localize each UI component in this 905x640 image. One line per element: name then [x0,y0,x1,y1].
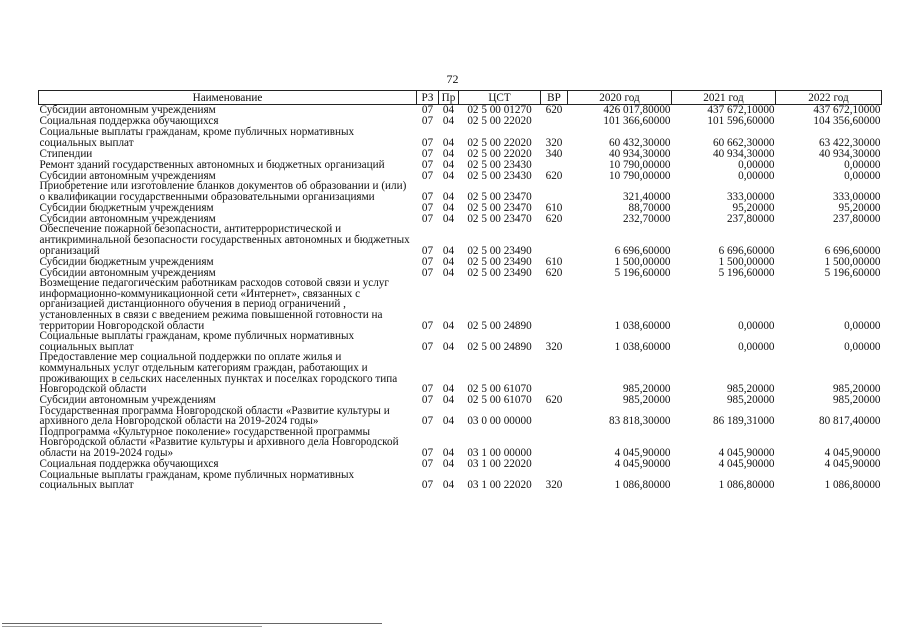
row-pr: 04 [442,244,455,257]
row-amount-2021: 985,20000 [726,394,775,407]
row-rz: 07 [421,147,434,160]
row-amount-2021: 1 086,80000 [718,479,775,492]
table-row [39,352,882,394]
row-amount-2021: 40 934,30000 [712,147,775,160]
row-rz: 07 [421,190,434,203]
row-amount-2020: 5 196,60000 [614,266,671,279]
row-amount-2020: 88,70000 [628,201,671,214]
row-cst: 02 5 00 61070 [467,383,532,396]
row-amount-2021: 5 196,60000 [718,266,775,279]
row-amount-2020: 1 038,60000 [614,319,671,332]
row-amount-2021: 4 045,90000 [718,447,775,460]
row-amount-2022: 1 500,00000 [824,255,881,268]
row-amount-2022: 0,00000 [844,319,881,332]
row-cst: 03 1 00 22020 [467,458,532,471]
row-cst: 02 5 00 24890 [467,319,532,332]
row-cst: 02 5 00 22020 [467,115,532,128]
row-vr [541,352,568,394]
table-row [39,331,882,352]
row-vr: 610 [545,255,563,268]
row-vr [541,159,568,170]
row-amount-2020: 10 790,00000 [608,169,671,182]
row-rz: 07 [421,169,434,182]
row-cst: 02 5 00 23470 [467,201,532,214]
header-2022: 2022 год [776,91,882,105]
row-vr [541,224,568,256]
page-number: 72 [446,72,459,86]
row-amount-2020: 1 086,80000 [614,479,671,492]
row-vr: 320 [545,340,563,353]
table-row [39,202,882,213]
row-pr: 04 [442,136,455,149]
row-amount-2022: 40 934,30000 [818,147,881,160]
table-row [39,427,882,459]
row-vr: 620 [545,212,563,225]
row-amount-2020: 60 432,30000 [608,136,671,149]
row-name: Подпрограмма «Культурное поколение» государственной программы Новгородской области «Развитие культуры и архивного дела Новгородской области на 2019-2024 годы» [39,425,399,460]
table-row [39,278,882,331]
row-amount-2021: 0,00000 [738,158,775,171]
row-rz: 07 [421,244,434,257]
row-name: Субсидии бюджетным учреждениям [39,201,214,214]
row-amount-2020: 985,20000 [622,383,671,396]
row-amount-2020: 101 366,60000 [603,115,671,128]
header-rz: РЗ [417,91,439,105]
row-pr: 04 [442,319,455,332]
row-amount-2022: 0,00000 [844,158,881,171]
row-cst: 02 5 00 23470 [467,190,532,203]
row-name: Социальная поддержка обучающихся [39,115,219,128]
row-pr: 04 [442,479,455,492]
table-row [39,256,882,267]
row-cst: 02 5 00 22020 [467,136,532,149]
row-rz: 07 [421,255,434,268]
row-amount-2020: 40 934,30000 [608,147,671,160]
table-row [39,148,882,159]
row-amount-2021: 6 696,60000 [718,244,775,257]
row-rz: 07 [421,394,434,407]
row-rz: 07 [421,266,434,279]
row-name: Ремонт зданий государственных автономных и бюджетных организаций [39,158,385,171]
row-amount-2020: 4 045,90000 [614,447,671,460]
row-pr: 04 [442,255,455,268]
row-amount-2022: 237,80000 [832,212,881,225]
row-pr: 04 [442,158,455,171]
row-pr: 04 [442,394,455,407]
row-amount-2021: 1 500,00000 [718,255,775,268]
row-name: Социальные выплаты гражданам, кроме публичных нормативных социальных выплат [39,330,355,353]
row-cst: 03 1 00 00000 [467,447,532,460]
row-vr: 610 [545,201,563,214]
row-amount-2022: 985,20000 [832,383,881,396]
table-row [39,105,882,117]
row-vr: 340 [545,147,563,160]
row-cst: 02 5 00 24890 [467,340,532,353]
header-2020: 2020 год [568,91,672,105]
row-name: Субсидии автономным учреждениям [39,266,216,279]
row-amount-2021: 0,00000 [738,169,775,182]
row-vr [541,278,568,331]
row-amount-2021: 437 672,10000 [707,104,775,117]
row-name: Государственная программа Новгородской области «Развитие культуры и архивного дела Новгородской области на 2019-2024 годы» [39,404,390,428]
row-pr: 04 [442,201,455,214]
row-vr: 320 [545,136,563,149]
row-rz: 07 [421,340,434,353]
row-cst: 03 0 00 00000 [467,415,532,428]
row-cst: 03 1 00 22020 [467,479,532,492]
row-rz: 07 [421,115,434,128]
row-cst: 02 5 00 23490 [467,266,532,279]
row-amount-2022: 985,20000 [832,394,881,407]
table-row [39,470,882,491]
footer-rule [2,623,382,624]
row-pr: 04 [442,383,455,396]
table-row [39,459,882,470]
row-pr: 04 [442,190,455,203]
footer-rule-secondary [2,626,262,627]
row-vr [541,427,568,459]
table-row [39,181,882,202]
row-vr: 620 [545,104,563,117]
header-name: Наименование [39,91,417,105]
row-amount-2021: 985,20000 [726,383,775,396]
row-vr [541,181,568,202]
header-pr: Пр [439,91,459,105]
row-amount-2021: 333,00000 [726,190,775,203]
row-amount-2020: 10 790,00000 [608,158,671,171]
row-rz: 07 [421,383,434,396]
row-amount-2022: 4 045,90000 [824,447,881,460]
row-amount-2020: 426 017,80000 [603,104,671,117]
row-rz: 07 [421,415,434,428]
row-name: Приобретение или изготовление бланков документов об образовании и (или) о квалификации государственными образовательными организациями [39,180,407,203]
row-cst: 02 5 00 61070 [467,394,532,407]
row-amount-2020: 232,70000 [622,212,671,225]
header-2021: 2021 год [672,91,776,105]
row-amount-2022: 6 696,60000 [824,244,881,257]
row-cst: 02 5 00 23430 [467,169,532,182]
row-rz: 07 [421,212,434,225]
row-amount-2020: 985,20000 [622,394,671,407]
row-rz: 07 [421,319,434,332]
table-row [39,406,882,427]
row-amount-2020: 1 038,60000 [614,340,671,353]
row-name: Предоставление мер социальной поддержки по оплате жилья и коммунальных услуг отдельным категориям граждан, работающих и проживающих в сельских населенных пунктах и поселках городского типа Новгородской области [39,351,398,396]
row-amount-2022: 63 422,30000 [818,136,881,149]
row-pr: 04 [442,340,455,353]
row-amount-2021: 237,80000 [726,212,775,225]
row-name: Обеспечение пожарной безопасности, антитеррористической и антикриминальной безопасности государственных автономных и бюджетных организаций [39,223,410,257]
row-amount-2020: 321,40000 [622,190,671,203]
header-cst: ЦСТ [459,91,541,105]
row-pr: 04 [442,266,455,279]
row-name: Возмещение педагогическим работникам расходов сотовой связи и услуг информационно-коммуникационной сети «Интернет», связанных с организацией дистанционного обучения в период ограничений , установленных в связи с введением режима повышенной готовности на территории Новгородской области [39,277,389,332]
table-row [39,224,882,256]
row-amount-2021: 95,20000 [732,201,775,214]
row-pr: 04 [442,147,455,160]
row-amount-2021: 86 189,31000 [712,415,775,428]
row-amount-2020: 1 500,00000 [614,255,671,268]
row-cst: 02 5 00 23470 [467,212,532,225]
row-rz: 07 [421,201,434,214]
row-amount-2021: 60 662,30000 [712,136,775,149]
row-rz: 07 [421,479,434,492]
row-rz: 07 [421,158,434,171]
row-vr: 320 [545,479,563,492]
row-name: Социальные выплаты гражданам, кроме публичных нормативных социальных выплат [39,468,355,492]
row-pr: 04 [442,458,455,471]
row-amount-2022: 0,00000 [844,169,881,182]
budget-table [38,90,882,491]
row-amount-2020: 4 045,90000 [614,458,671,471]
row-pr: 04 [442,415,455,428]
row-amount-2021: 0,00000 [738,319,775,332]
row-vr: 620 [545,169,563,182]
row-amount-2022: 95,20000 [838,201,881,214]
row-rz: 07 [421,447,434,460]
row-vr [541,406,568,427]
row-amount-2022: 1 086,80000 [824,479,881,492]
row-rz: 07 [421,104,434,117]
row-amount-2021: 101 596,60000 [707,115,775,128]
table-row [39,127,882,148]
row-rz: 07 [421,458,434,471]
row-pr: 04 [442,104,455,117]
table-row [39,159,882,170]
row-vr: 620 [545,266,563,279]
row-amount-2020: 83 818,30000 [608,415,671,428]
row-amount-2022: 437 672,10000 [813,104,881,117]
row-name: Субсидии автономным учреждениям [39,394,216,407]
row-vr: 620 [545,394,563,407]
row-pr: 04 [442,212,455,225]
row-rz: 07 [421,136,434,149]
row-cst: 02 5 00 23490 [467,255,532,268]
row-name: Субсидии автономным учреждениям [39,104,216,117]
row-amount-2022: 80 817,40000 [818,415,881,428]
row-amount-2020: 6 696,60000 [614,244,671,257]
row-cst: 02 5 00 22020 [467,147,532,160]
header-vr: ВР [541,91,568,105]
row-pr: 04 [442,447,455,460]
row-pr: 04 [442,115,455,128]
row-amount-2022: 5 196,60000 [824,266,881,279]
row-name: Социальная поддержка обучающихся [39,458,219,471]
row-cst: 02 5 00 23430 [467,158,532,171]
row-vr [541,459,568,470]
row-amount-2022: 0,00000 [844,340,881,353]
row-name: Субсидии автономным учреждениям [39,169,216,182]
row-pr: 04 [442,169,455,182]
row-vr [541,116,568,127]
row-cst: 02 5 00 23490 [467,244,532,257]
row-amount-2022: 104 356,60000 [813,115,881,128]
row-name: Субсидии бюджетным учреждениям [39,255,214,268]
table-header-row [39,91,882,105]
row-name: Стипендии [39,147,93,160]
row-name: Социальные выплаты гражданам, кроме публичных нормативных социальных выплат [39,126,355,149]
row-amount-2022: 4 045,90000 [824,458,881,471]
row-name: Субсидии автономным учреждениям [39,212,216,225]
row-amount-2021: 0,00000 [738,340,775,353]
row-amount-2022: 333,00000 [832,190,881,203]
row-amount-2021: 4 045,90000 [718,458,775,471]
row-cst: 02 5 00 01270 [467,104,532,117]
